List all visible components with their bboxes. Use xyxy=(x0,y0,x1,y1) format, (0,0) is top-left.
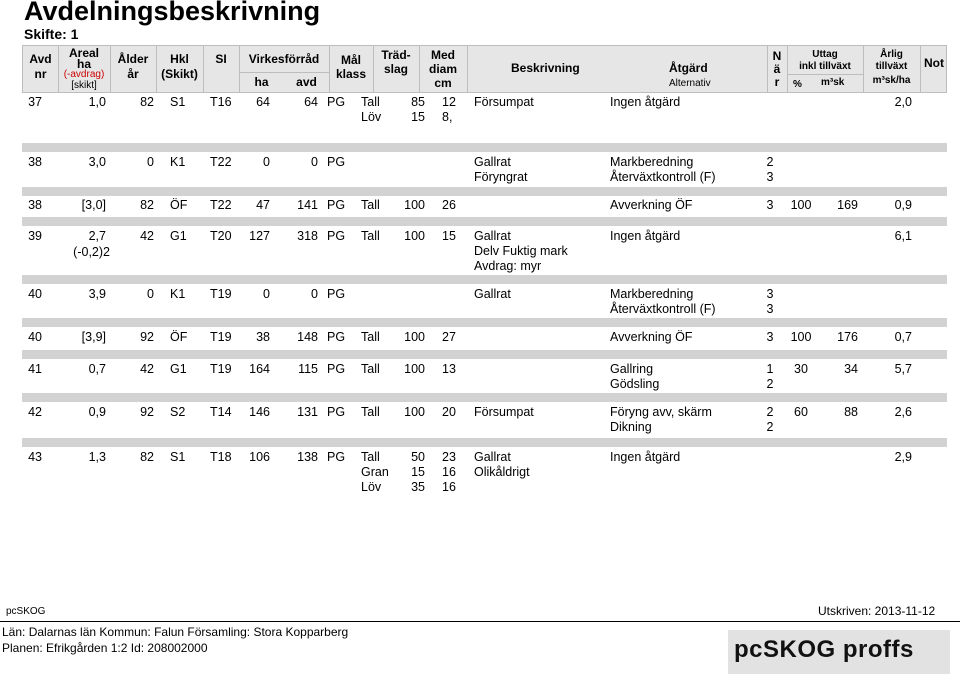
cell-tradslag: Tall xyxy=(361,362,380,376)
cell-arlig-tillvaxt: 0,7 xyxy=(894,330,912,344)
cell-nar: 3 xyxy=(766,287,774,301)
cell-nar: 3 xyxy=(766,330,774,344)
cell-tradslag: Tall xyxy=(361,405,380,419)
cell-hkl: S2 xyxy=(170,405,186,419)
cell-tradslag: Tall xyxy=(361,95,380,109)
cell-arlig-tillvaxt: 2,6 xyxy=(894,405,912,419)
cell-avd: 40 xyxy=(28,287,42,301)
header-hkl: Hkl xyxy=(170,52,189,66)
cell-andel: 100 xyxy=(404,330,425,344)
cell-si: T18 xyxy=(210,450,232,464)
cell-si: T14 xyxy=(210,405,232,419)
cell-virkes-avd: 0 xyxy=(311,155,318,169)
cell-avdrag: (-0,2)2 xyxy=(73,245,110,259)
cell-si: T19 xyxy=(210,330,232,344)
cell-diam: 12 xyxy=(442,95,456,109)
cell-malklass: PG xyxy=(327,330,346,344)
footer-printed-date: Utskriven: 2013-11-12 xyxy=(818,604,936,618)
subtitle: Skifte: 1 xyxy=(24,26,79,42)
cell-hkl: G1 xyxy=(170,362,187,376)
cell-uttag-m3sk: 169 xyxy=(837,198,858,212)
header-atgard: Åtgärd xyxy=(669,61,708,75)
cell-diam: 26 xyxy=(442,198,456,212)
cell-tradslag: Löv xyxy=(361,480,382,494)
cell-areal: 2,7 xyxy=(88,229,106,243)
cell-hkl: G1 xyxy=(170,229,187,243)
cell-tradslag: Tall xyxy=(361,198,380,212)
header-alder-ar: år xyxy=(127,67,139,81)
cell-avd: 38 xyxy=(28,198,42,212)
cell-tradslag: Tall xyxy=(361,229,380,243)
row-separator xyxy=(22,217,947,226)
cell-si: T19 xyxy=(210,362,232,376)
cell-virkes-avd: 141 xyxy=(297,198,318,212)
cell-andel: 15 xyxy=(411,110,425,124)
cell-areal: [3,9] xyxy=(81,330,106,344)
cell-hkl: K1 xyxy=(170,155,186,169)
header-med-cm: cm xyxy=(434,76,452,90)
header-med-diam: diam xyxy=(428,62,457,76)
cell-alder: 82 xyxy=(140,450,154,464)
cell-andel: 15 xyxy=(411,465,425,479)
footer-plan: Planen: Efrikgården 1:2 Id: 208002000 xyxy=(2,641,208,655)
cell-virkes-ha: 0 xyxy=(263,287,270,301)
cell-beskrivning: Gallrat xyxy=(474,229,511,243)
cell-malklass: PG xyxy=(327,95,346,109)
cell-diam: 16 xyxy=(442,465,456,479)
cell-andel: 100 xyxy=(404,362,425,376)
cell-avd: 43 xyxy=(28,450,42,464)
row-separator xyxy=(22,275,947,284)
cell-uttag-m3sk: 176 xyxy=(837,330,858,344)
cell-arlig-tillvaxt: 5,7 xyxy=(894,362,912,376)
cell-andel: 100 xyxy=(404,405,425,419)
cell-areal: 3,0 xyxy=(88,155,106,169)
cell-virkes-ha: 127 xyxy=(249,229,270,243)
cell-atgard: Markberedning xyxy=(610,287,694,301)
footer-program: pcSKOG xyxy=(6,606,46,617)
cell-nar: 2 xyxy=(766,420,774,434)
header-tradslag-slag: slag xyxy=(383,62,408,76)
cell-hkl: K1 xyxy=(170,287,186,301)
cell-malklass: PG xyxy=(327,405,346,419)
cell-atgard: Gödsling xyxy=(610,377,660,391)
row-separator xyxy=(22,143,947,152)
cell-alder: 0 xyxy=(147,155,154,169)
cell-avd: 37 xyxy=(28,95,42,109)
cell-beskrivning: Försumpat xyxy=(474,95,534,109)
header-not: Not xyxy=(924,56,944,70)
page-title: Avdelningsbeskrivning xyxy=(24,0,321,26)
cell-uttag-pct: 30 xyxy=(794,362,808,376)
header-hkl-skikt: (Skikt) xyxy=(161,67,198,81)
header-nar-n: N xyxy=(772,49,782,63)
row-separator xyxy=(22,187,947,196)
cell-diam: 27 xyxy=(442,330,456,344)
cell-diam: 13 xyxy=(442,362,456,376)
brand-logo xyxy=(728,630,950,674)
cell-malklass: PG xyxy=(327,155,346,169)
cell-uttag-pct: 100 xyxy=(790,198,812,212)
cell-areal: 0,9 xyxy=(88,405,106,419)
cell-beskrivning: Gallrat xyxy=(474,287,511,301)
header-areal-ha: ha xyxy=(76,57,91,71)
cell-avd: 40 xyxy=(28,330,42,344)
cell-virkes-avd: 138 xyxy=(297,450,318,464)
cell-diam: 20 xyxy=(442,405,456,419)
table-header xyxy=(22,45,947,93)
cell-andel: 100 xyxy=(404,229,425,243)
cell-alder: 92 xyxy=(140,405,154,419)
cell-malklass: PG xyxy=(327,198,346,212)
cell-virkes-ha: 164 xyxy=(249,362,270,376)
cell-beskrivning: Gallrat xyxy=(474,450,511,464)
cell-avd: 38 xyxy=(28,155,42,169)
header-areal: Areal xyxy=(68,46,100,60)
cell-atgard: Markberedning xyxy=(610,155,694,169)
cell-atgard: Återväxtkontroll (F) xyxy=(610,302,716,316)
cell-atgard: Ingen åtgärd xyxy=(610,450,681,464)
cell-avd: 42 xyxy=(28,405,42,419)
cell-alder: 42 xyxy=(140,229,154,243)
cell-areal: [3,0] xyxy=(81,198,106,212)
header-areal-skikt: [skikt] xyxy=(71,80,97,91)
header-uttag-pct: % xyxy=(793,79,802,90)
header-uttag-m3sk: m³sk xyxy=(821,77,845,88)
header-tradslag: Träd- xyxy=(381,48,411,62)
cell-malklass: PG xyxy=(327,229,346,243)
cell-diam: 15 xyxy=(442,229,456,243)
cell-nar: 2 xyxy=(766,155,774,169)
cell-uttag-m3sk: 34 xyxy=(844,362,858,376)
cell-beskrivning: Föryngrat xyxy=(474,170,528,184)
header-virkes-avd: avd xyxy=(296,75,317,89)
cell-arlig-tillvaxt: 2,9 xyxy=(894,450,912,464)
cell-malklass: PG xyxy=(327,362,346,376)
cell-andel: 35 xyxy=(411,480,425,494)
cell-virkes-avd: 148 xyxy=(297,330,318,344)
footer-location: Län: Dalarnas län Kommun: Falun Församling: Stora Kopparberg xyxy=(2,625,349,639)
cell-areal: 3,9 xyxy=(88,287,106,301)
cell-diam: 8, xyxy=(442,110,453,124)
cell-andel: 85 xyxy=(411,95,425,109)
cell-arlig-tillvaxt: 0,9 xyxy=(894,198,912,212)
header-avd-nr: nr xyxy=(34,67,47,81)
cell-atgard: Dikning xyxy=(610,420,652,434)
header-uttag: Uttag xyxy=(812,49,838,60)
row-separator xyxy=(22,318,947,327)
header-arlig-tillvaxt: tillväxt xyxy=(875,61,908,72)
header-arlig: Årlig xyxy=(880,49,903,60)
cell-uttag-pct: 60 xyxy=(794,405,808,419)
cell-virkes-ha: 38 xyxy=(256,330,270,344)
cell-virkes-ha: 47 xyxy=(256,198,270,212)
cell-areal: 1,0 xyxy=(88,95,106,109)
cell-beskrivning: Delv Fuktig mark xyxy=(474,244,568,258)
cell-nar: 2 xyxy=(766,405,774,419)
row-separator xyxy=(22,438,947,447)
cell-arlig-tillvaxt: 6,1 xyxy=(894,229,912,243)
cell-alder: 82 xyxy=(140,198,154,212)
cell-nar: 3 xyxy=(766,302,774,316)
cell-beskrivning: Gallrat xyxy=(474,155,511,169)
header-avd: Avd xyxy=(29,52,52,66)
cell-tradslag: Löv xyxy=(361,110,382,124)
cell-diam: 23 xyxy=(442,450,456,464)
cell-si: T16 xyxy=(210,95,232,109)
cell-andel: 50 xyxy=(411,450,425,464)
header-nar-r: r xyxy=(774,75,780,89)
cell-nar: 2 xyxy=(766,377,774,391)
cell-nar: 3 xyxy=(766,198,774,212)
cell-virkes-avd: 0 xyxy=(311,287,318,301)
cell-diam: 16 xyxy=(442,480,456,494)
cell-alder: 0 xyxy=(147,287,154,301)
cell-areal: 0,7 xyxy=(88,362,106,376)
cell-virkes-avd: 115 xyxy=(298,362,318,376)
cell-hkl: S1 xyxy=(170,450,186,464)
cell-atgard: Ingen åtgärd xyxy=(610,95,681,109)
cell-uttag-m3sk: 88 xyxy=(844,405,858,419)
cell-hkl: ÖF xyxy=(170,198,188,212)
cell-alder: 82 xyxy=(140,95,154,109)
cell-nar: 3 xyxy=(766,170,774,184)
cell-nar: 1 xyxy=(766,362,774,376)
cell-atgard: Föryng avv, skärm xyxy=(610,405,712,419)
footer-divider xyxy=(0,621,960,622)
cell-uttag-pct: 100 xyxy=(790,330,812,344)
row-separator xyxy=(22,350,947,359)
cell-tradslag: Gran xyxy=(361,465,389,479)
cell-si: T22 xyxy=(210,155,232,169)
cell-si: T20 xyxy=(210,229,232,243)
cell-atgard: Avverkning ÖF xyxy=(610,198,693,212)
cell-atgard: Gallring xyxy=(610,362,654,376)
header-uttag-inkl: inkl tillväxt xyxy=(799,61,851,72)
header-areal-avdrag: (-avdrag) xyxy=(63,69,105,80)
header-si: SI xyxy=(215,52,227,66)
header-med: Med xyxy=(431,48,455,62)
cell-hkl: ÖF xyxy=(170,330,188,344)
header-alternativ: Alternativ xyxy=(669,78,711,89)
cell-si: T19 xyxy=(210,287,232,301)
cell-beskrivning: Olikåldrigt xyxy=(474,465,530,479)
cell-alder: 42 xyxy=(140,362,154,376)
cell-si: T22 xyxy=(210,198,232,212)
cell-virkes-avd: 131 xyxy=(297,405,318,419)
cell-virkes-ha: 64 xyxy=(256,95,270,109)
header-alder: Ålder xyxy=(117,52,149,66)
header-virkesforrad: Virkesförråd xyxy=(248,52,320,66)
cell-atgard: Ingen åtgärd xyxy=(610,229,681,243)
cell-areal: 1,3 xyxy=(88,450,106,464)
cell-malklass: PG xyxy=(327,287,346,301)
cell-virkes-ha: 0 xyxy=(263,155,270,169)
cell-virkes-ha: 146 xyxy=(249,405,270,419)
brand-logo-text: pcSKOG proffs xyxy=(734,636,914,663)
cell-tradslag: Tall xyxy=(361,330,380,344)
header-arlig-m3skha: m³sk/ha xyxy=(872,75,911,86)
row-separator xyxy=(22,393,947,402)
cell-alder: 92 xyxy=(140,330,154,344)
cell-beskrivning: Försumpat xyxy=(474,405,534,419)
cell-andel: 100 xyxy=(404,198,425,212)
cell-virkes-ha: 106 xyxy=(249,450,270,464)
cell-arlig-tillvaxt: 2,0 xyxy=(894,95,912,109)
header-mal: Mål xyxy=(340,53,361,67)
header-beskrivning: Beskrivning xyxy=(511,61,580,75)
header-mal-klass: klass xyxy=(335,67,367,81)
cell-atgard: Återväxtkontroll (F) xyxy=(610,170,716,184)
header-nar-a: ä xyxy=(773,62,781,76)
cell-avd: 39 xyxy=(28,229,42,243)
cell-atgard: Avverkning ÖF xyxy=(610,330,693,344)
cell-virkes-avd: 64 xyxy=(304,95,318,109)
cell-hkl: S1 xyxy=(170,95,186,109)
cell-tradslag: Tall xyxy=(361,450,380,464)
cell-avd: 41 xyxy=(28,362,42,376)
header-virkes-ha: ha xyxy=(254,75,269,89)
cell-beskrivning: Avdrag: myr xyxy=(474,259,542,273)
cell-malklass: PG xyxy=(327,450,346,464)
cell-virkes-avd: 318 xyxy=(297,229,318,243)
